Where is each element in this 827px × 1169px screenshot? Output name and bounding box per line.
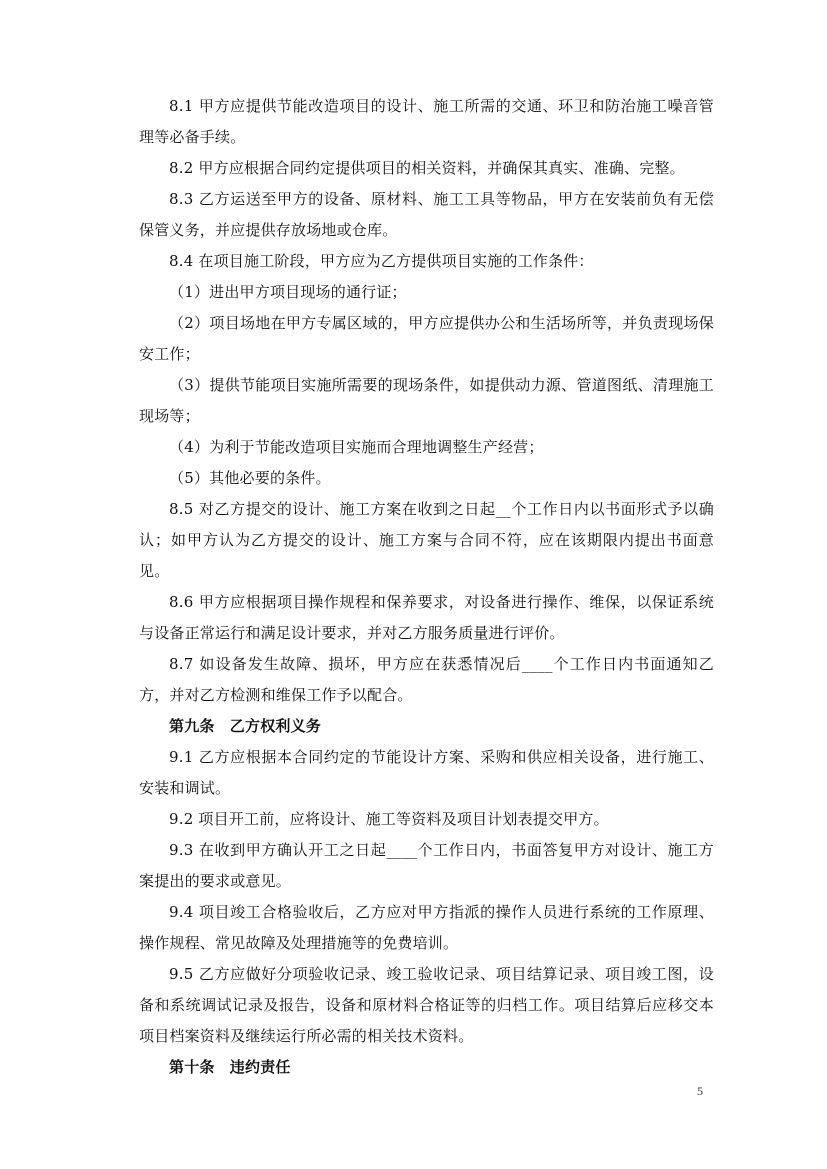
section-heading-article-9: 第九条 乙方权利义务 <box>169 717 322 735</box>
page-number: 5 <box>697 1084 703 1098</box>
paragraph-9-2: 9.2 项目开工前，应将设计、施工等资料及项目计划表提交甲方。 <box>169 810 609 828</box>
paragraph-8-1: 8.1 甲方应提供节能改造项目的设计、施工所需的交通、环卫和防治施工噪音管理等必备手续。 <box>139 97 714 146</box>
paragraph-8-4: 8.4 在项目施工阶段，甲方应为乙方提供项目实施的工作条件： <box>169 252 594 270</box>
paragraph-8-2: 8.2 甲方应根据合同约定提供项目的相关资料，并确保其真实、准确、完整。 <box>169 159 685 177</box>
paragraph-8-3: 8.3 乙方运送至甲方的设备、原材料、施工工具等物品，甲方在安装前负有无偿保管义务，并应提供存放场地或仓库。 <box>139 190 714 239</box>
paragraph-9-3: 9.3 在收到甲方确认开工之日起____个工作日内，书面答复甲方对设计、施工方案提出的要求或意见。 <box>139 841 714 890</box>
paragraph-8-6: 8.6 甲方应根据项目操作规程和保养要求，对设备进行操作、维保，以保证系统与设备正常运行和满足设计要求，并对乙方服务质量进行评价。 <box>139 593 714 642</box>
list-item-5: （5）其他必要的条件。 <box>169 469 331 487</box>
paragraph-9-5: 9.5 乙方应做好分项验收记录、竣工验收记录、项目结算记录、项目竣工图，设备和系统调试记录及报告，设备和原材料合格证等的归档工作。项目结算后应移交本项目档案资料及继续运行所必需的相关技术资料。 <box>139 965 714 1045</box>
paragraph-9-1: 9.1 乙方应根据本合同约定的节能设计方案、采购和供应相关设备，进行施工、安装和调试。 <box>139 748 714 797</box>
paragraph-8-5: 8.5 对乙方提交的设计、施工方案在收到之日起__个工作日内以书面形式予以确认；如甲方认为乙方提交的设计、施工方案与合同不符，应在该期限内提出书面意见。 <box>139 500 714 580</box>
section-heading-article-10: 第十条 违约责任 <box>169 1058 291 1076</box>
list-item-4: （4）为利于节能改造项目实施而合理地调整生产经营； <box>169 438 544 456</box>
document-body <box>139 91 714 1083</box>
paragraph-9-4: 9.4 项目竣工合格验收后，乙方应对甲方指派的操作人员进行系统的工作原理、操作规程、常见故障及处理措施等的免费培训。 <box>139 903 714 952</box>
list-item-2: （2）项目场地在甲方专属区域的，甲方应提供办公和生活场所等，并负责现场保安工作； <box>139 314 714 363</box>
paragraph-8-7: 8.7 如设备发生故障、损坏，甲方应在获悉情况后____个工作日内书面通知乙方，并对乙方检测和维保工作予以配合。 <box>139 655 714 704</box>
list-item-1: （1）进出甲方项目现场的通行证； <box>169 283 407 301</box>
list-item-3: （3）提供节能项目实施所需要的现场条件，如提供动力源、管道图纸、清理施工现场等； <box>139 376 714 425</box>
